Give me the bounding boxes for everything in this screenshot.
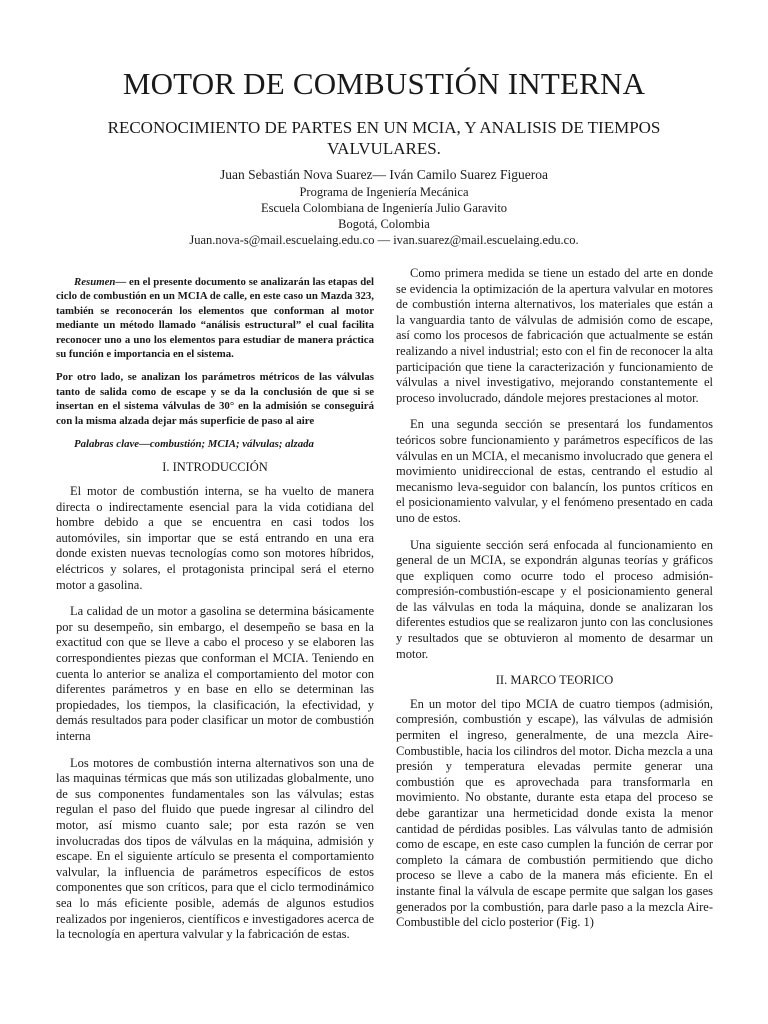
intro-paragraph-4: Como primera medida se tiene un estado del arte en donde se evidencia la optimización de la apertura valvular en motores de combustión interna alternativos, los materiales que están a la vanguardia tanto de válvulas de admisión como de escape, así como los procesos de fabricación que actualmente se están realizando a nivel industrial; esto con el fin de reconocer la alta participación que tiene la caracterización y funcionamiento de válvulas a nivel investigativo, mejorando constantemente el proceso involucrado, dándole mejores prestaciones al motor.	[396, 266, 713, 405]
abstract-label: Resumen	[74, 276, 116, 288]
intro-paragraph-2: La calidad de un motor a gasolina se determina básicamente por su desempeño, sin embargo, el desempeño se basa en la exactitud con que se lleve a cabo el proceso y se elaboren las correspondientes piezas que conforman el MCIA. Teniendo en cuenta lo anterior se analiza el comportamiento del motor con diferentes parámetros y en base en ello se determinan las propiedades, los tiempos, la clasificación, la efectividad, y demás resultados para poder clasificar un motor de combustión interna	[56, 604, 374, 743]
abstract-text: — en el presente documento se analizarán las etapas del ciclo de combustión en un MCIA de calle, en este caso un Mazda 323, también se reconocerán los elementos que conforman al motor mediante un método llamado “análisis estructural” el cual facilita reconocer uno a uno los elementos para estudiar de manera práctica su función e importancia en el sistema.	[56, 276, 374, 361]
intro-paragraph-3: Los motores de combustión interna alternativos son una de las maquinas térmicas que más son utilizadas globalmente, uno de sus componentes fundamentales son las válvulas; estas regulan el paso del fluido que puede ingresar al cilindro del motor, así mismo cuanto sale; por esta razón se ven involucradas dos tipos de válvulas en la máquina, admisión y escape. En el siguiente artículo se presenta el comportamiento valvular, la influencia de parámetros específicos de estos componentes que son críticos, para que el ciclo termodinámico sea lo más eficiente posible, además de algunos estudios realizados por ingenieros, científicos e investigadores acerca de la tecnología en apertura valvular y la fabricación de estas.	[56, 755, 374, 942]
abstract-paragraph	[56, 275, 374, 361]
affiliation-program: Programa de Ingeniería Mecánica	[299, 185, 469, 199]
keywords-text: —combustión; MCIA; válvulas; alzada	[139, 438, 314, 451]
intro-paragraph-1: El motor de combustión interna, se ha vuelto de manera directa o indirectamente esencial para la vida cotidiana del hombre debido a que se encuentra en casi todos los automóviles, sin importar que se está entrando en una era donde existen nuevas tecnologías como son motores híbridos, eléctricos y solares, el protagonista principal será el eterno motor a gasolina.	[56, 484, 374, 592]
section-heading-introduction: I. INTRODUCCIÓN	[162, 460, 268, 475]
abstract	[56, 275, 374, 451]
keywords	[56, 437, 374, 451]
authors: Juan Sebastián Nova Suarez— Iván Camilo Suarez Figueroa	[219, 167, 549, 182]
paper-title: MOTOR DE COMBUSTIÓN INTERNA	[122, 66, 646, 101]
affiliation-city: Bogotá, Colombia	[338, 217, 430, 231]
keywords-label: Palabras clave	[74, 438, 140, 451]
abstract-paragraph-2: Por otro lado, se analizan los parámetros métricos de las válvulas tanto de salida como de escape y se da la conclusión de que si se insertan en el sistema válvulas de 30° en la admisión se conseguirá con la misma alzada dejar más superficie de paso al aire	[56, 371, 374, 427]
intro-paragraph-6: Una siguiente sección será enfocada al funcionamiento en general de un MCIA, se expondrán algunas teorías y gráficos que expliquen como ocurre todo el proceso admisión-compresión-combustión-escape y el posicionamiento general de las válvulas en toda la máquina, donde se analizaran los diferentes estudios que se realizaron junto con las conclusiones y resultados que se obtuvieron al momento de desarmar un motor.	[396, 537, 713, 661]
section-heading-marco-teorico: II. MARCO TEORICO	[495, 673, 614, 688]
affiliation-school: Escuela Colombiana de Ingeniería Julio Garavito	[260, 201, 508, 215]
left-column	[56, 275, 374, 954]
intro-paragraph-5: En una segunda sección se presentará los fundamentos teóricos sobre funcionamiento y parámetros específicos de las válvulas en un MCIA, el mecanismo involucrado que genera el movimiento unidireccional de estas, centrando el estudio al mecanismo leva-seguidor con balancín, los puntos críticos en el posicionamiento valvular, y el fenómeno presentado en cada uno de estos.	[396, 417, 713, 525]
marco-paragraph: En un motor del tipo MCIA de cuatro tiempos (admisión, compresión, combustión y escape), las válvulas de admisión permiten el ingreso, generalmente, de una mezcla Aire-Combustible, hacia los cilindros del motor. Dicha mezcla a una presión y temperatura elevadas permite generar una combustión que es aprovechada para transformarla en movimiento. No obstante, durante esta etapa del proceso se debe garantizar una hermeticidad donde exista la menor cantidad de pérdidas posibles. Las válvulas tanto de admisión como de escape, en este caso cumplen la función de cerrar por completo la cámara de combustión permitiendo que dicho proceso se lleve a cabo de la manera más eficiente. En el instante final la válvula de escape permite que salgan los gases generados por la combustión, para darle paso a la mezcla Aire-Combustible del ciclo posterior (Fig. 1)	[396, 696, 713, 930]
paper-subtitle: RECONOCIMIENTO DE PARTES EN UN MCIA, Y ANALISIS DE TIEMPOS VALVULARES.	[107, 118, 661, 158]
author-emails: Juan.nova-s@mail.escuelaing.edu.co — ivan.suarez@mail.escuelaing.edu.co.	[189, 233, 579, 247]
right-column	[396, 266, 713, 942]
